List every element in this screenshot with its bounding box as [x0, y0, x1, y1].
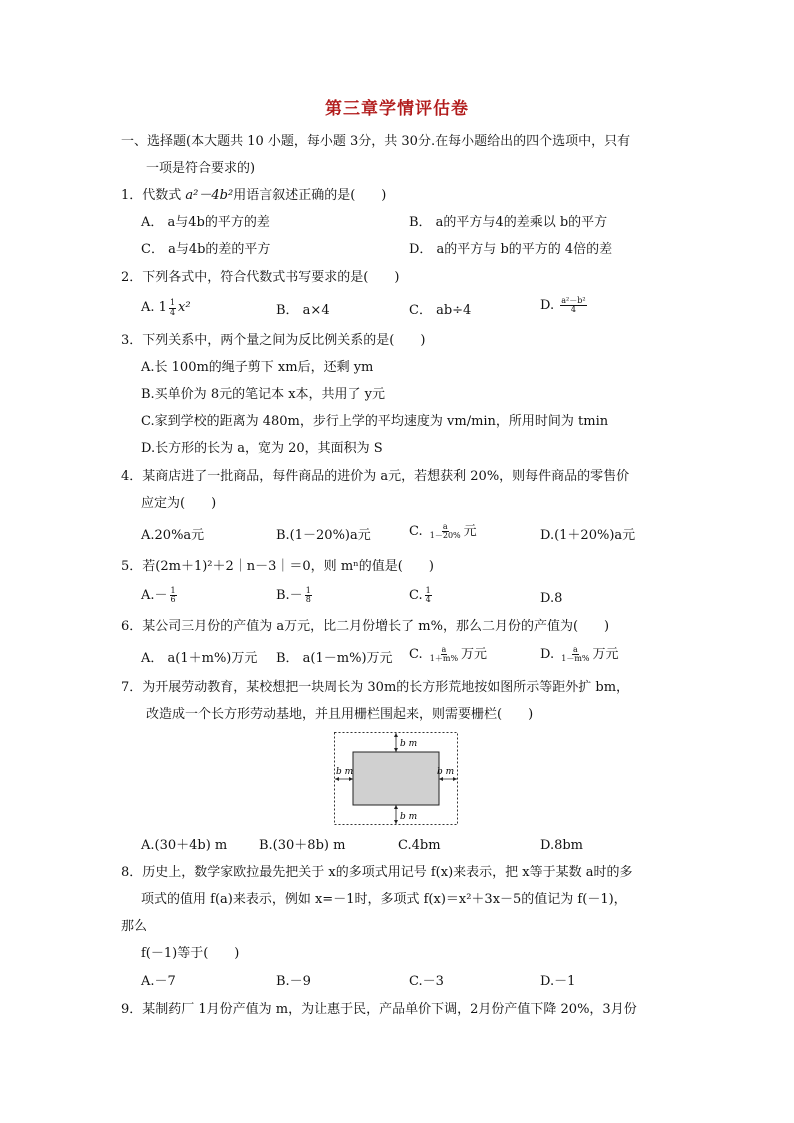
q1-option-c[interactable]: C． a与4b的差的平方 [141, 242, 271, 257]
q1-option-a[interactable]: A． a与4b的平方的差 [141, 215, 270, 230]
q2-a-label: A. [141, 300, 155, 315]
question-5-stem: 5．若(2m＋1)²＋2｜n－3｜＝0，则 mⁿ的值是( ) [121, 559, 434, 574]
question-8-stem-4: f(－1)等于( ) [141, 946, 240, 961]
q2-option-d[interactable] [540, 296, 589, 316]
inner-gray-rect [353, 752, 439, 805]
q2-a-den: 4 [169, 307, 176, 317]
q2-option-c[interactable]: C． ab÷4 [409, 303, 472, 318]
q6-option-a[interactable]: A． a(1＋m%)万元 [141, 651, 258, 666]
q5-option-d[interactable]: D.8 [540, 591, 563, 606]
section-heading: 一、选择题(本大题共 10 小题，每小题 3分，共 30分.在每小题给出的四个选项中，只有 [121, 134, 631, 149]
question-8-stem-2: 项式的值用 f(a)来表示，例如 x=－1时，多项式 f(x)＝x²＋3x－5的值记为 f(－1)， [141, 892, 627, 907]
q3-option-a[interactable]: A.长 100m的绳子剪下 xm后，还剩 ym [141, 360, 374, 375]
question-8-stem: 8．历史上，数学家欧拉最先把关于 x的多项式用记号 f(x)来表示，把 x等于某数 a时的多 [121, 865, 633, 880]
q5-c-label: C. [409, 588, 423, 603]
question-2-stem: 2．下列各式中，符合代数式书写要求的是( ) [121, 270, 400, 285]
left-arrow-head-left [335, 777, 339, 781]
q5-option-c[interactable] [409, 586, 434, 606]
left-arrow-head-right [349, 777, 353, 781]
q2-option-a[interactable] [141, 298, 191, 318]
q2-option-b[interactable]: B． a×4 [276, 303, 330, 318]
q6-d-unit: 万元 [592, 647, 619, 662]
page-title: 第三章学情评估卷 [325, 99, 469, 119]
top-arrow-head-up [394, 733, 398, 737]
q7-figure [334, 732, 458, 825]
question-1-stem [121, 186, 386, 206]
bottom-arrow-head-up [394, 805, 398, 809]
q7-option-c[interactable]: C.4bm [398, 838, 441, 853]
q5-option-a[interactable] [141, 586, 179, 606]
q1-option-d[interactable]: D． a的平方与 b的平方的 4倍的差 [409, 242, 613, 257]
fig-label-top: b m [400, 739, 418, 749]
question-8-stem-3: 那么 [121, 919, 148, 934]
q3-option-d[interactable]: D.长方形的长为 a，宽为 20，其面积为 S [141, 441, 383, 456]
q4-option-a[interactable]: A.20%a元 [141, 528, 205, 543]
question-6-stem: 6．某公司三月份的产值为 a万元，比二月份增长了 m%，那么二月份的产值为( ) [121, 619, 610, 634]
q8-option-c[interactable]: C.－3 [409, 974, 444, 989]
q8-option-b[interactable]: B.－9 [276, 974, 311, 989]
q4-option-d[interactable]: D.(1＋20%)a元 [540, 528, 636, 543]
q7-option-a[interactable]: A.(30＋4b) m [141, 838, 228, 853]
q6-c-label: C. [409, 647, 423, 662]
q6-d-den: 1－m% [561, 654, 590, 663]
q8-option-d[interactable]: D.－1 [540, 974, 576, 989]
q5-option-b[interactable] [276, 586, 314, 606]
q7-option-b[interactable]: B.(30＋8b) m [259, 838, 346, 853]
q5-a-den: 6 [170, 595, 176, 604]
right-arrow-head-left [439, 777, 443, 781]
q4-c-unit: 元 [463, 524, 477, 539]
q6-d-label: D. [540, 647, 555, 662]
question-7-stem-cont: 改造成一个长方形劳动基地，并且用栅栏围起来，则需要栅栏( ) [146, 707, 534, 722]
fig-label-left: b m [336, 767, 354, 777]
q6-c-unit: 万元 [461, 647, 488, 662]
right-arrow-head-right [453, 777, 457, 781]
q6-option-b[interactable]: B． a(1－m%)万元 [276, 651, 393, 666]
bottom-arrow-head-down [394, 820, 398, 824]
q6-d-num: a [572, 644, 578, 654]
q5-b-label: B.－ [276, 588, 303, 603]
q2-a-num: 1 [169, 298, 176, 308]
q4-option-b[interactable]: B.(1－20%)a元 [276, 528, 371, 543]
q5-c-num: 1 [425, 585, 431, 595]
q5-b-num: 1 [305, 585, 311, 595]
fig-label-right: b m [437, 767, 455, 777]
q6-c-num: a [441, 644, 447, 654]
fig-label-bottom: b m [400, 812, 418, 822]
q2-d-den: 4 [570, 305, 576, 314]
q7-option-d[interactable]: D.8bm [540, 838, 584, 853]
q6-option-c[interactable] [409, 645, 487, 665]
q8-option-a[interactable]: A.－7 [141, 974, 176, 989]
q5-c-den: 4 [425, 595, 431, 604]
question-4-stem-cont: 应定为( ) [141, 496, 217, 511]
q2-a-var: x² [178, 300, 191, 315]
q4-option-c[interactable] [409, 522, 477, 542]
q4-c-num: a [442, 521, 448, 531]
top-arrow-head-down [394, 748, 398, 752]
q3-option-c[interactable]: C.家到学校的距离为 480m，步行上学的平均速度为 vm/min，所用时间为 tmin [141, 414, 609, 429]
q2-d-num: a²－b² [561, 295, 586, 305]
q6-option-d[interactable] [540, 645, 619, 665]
q1-stem-pre: 1．代数式 [121, 188, 186, 203]
q7-diagram [334, 732, 458, 825]
q4-c-den: 1－20% [429, 531, 461, 540]
q4-c-label: C. [409, 524, 423, 539]
q2-a-whole: 1 [158, 300, 167, 315]
question-3-stem: 3．下列关系中，两个量之间为反比例关系的是( ) [121, 333, 426, 348]
q3-option-b[interactable]: B.买单价为 8元的笔记本 x本，共用了 y元 [141, 387, 386, 402]
q5-a-num: 1 [170, 585, 176, 595]
q5-b-den: 8 [305, 595, 311, 604]
question-7-stem: 7．为开展劳动教育，某校想把一块周长为 30m的长方形荒地按如图所示等距外扩 bm， [121, 680, 630, 695]
q1-stem-post: 用语言叙述正确的是( ) [233, 188, 387, 203]
q1-option-b[interactable]: B． a的平方与4的差乘以 b的平方 [409, 215, 608, 230]
q2-d-label: D. [540, 298, 555, 313]
q5-a-label: A.－ [141, 588, 168, 603]
q1-expression: a²－4b² [185, 188, 234, 203]
q6-c-den: 1＋m% [429, 654, 459, 663]
question-4-stem: 4．某商店进了一批商品，每件商品的进价为 a元，若想获利 20%，则每件商品的零售价 [121, 469, 630, 484]
question-9-stem: 9．某制药厂 1月份产值为 m，为让惠于民，产品单价下调，2月份产值下降 20%，3月份 [121, 1002, 637, 1017]
section-heading-cont: 一项是符合要求的) [146, 161, 256, 176]
